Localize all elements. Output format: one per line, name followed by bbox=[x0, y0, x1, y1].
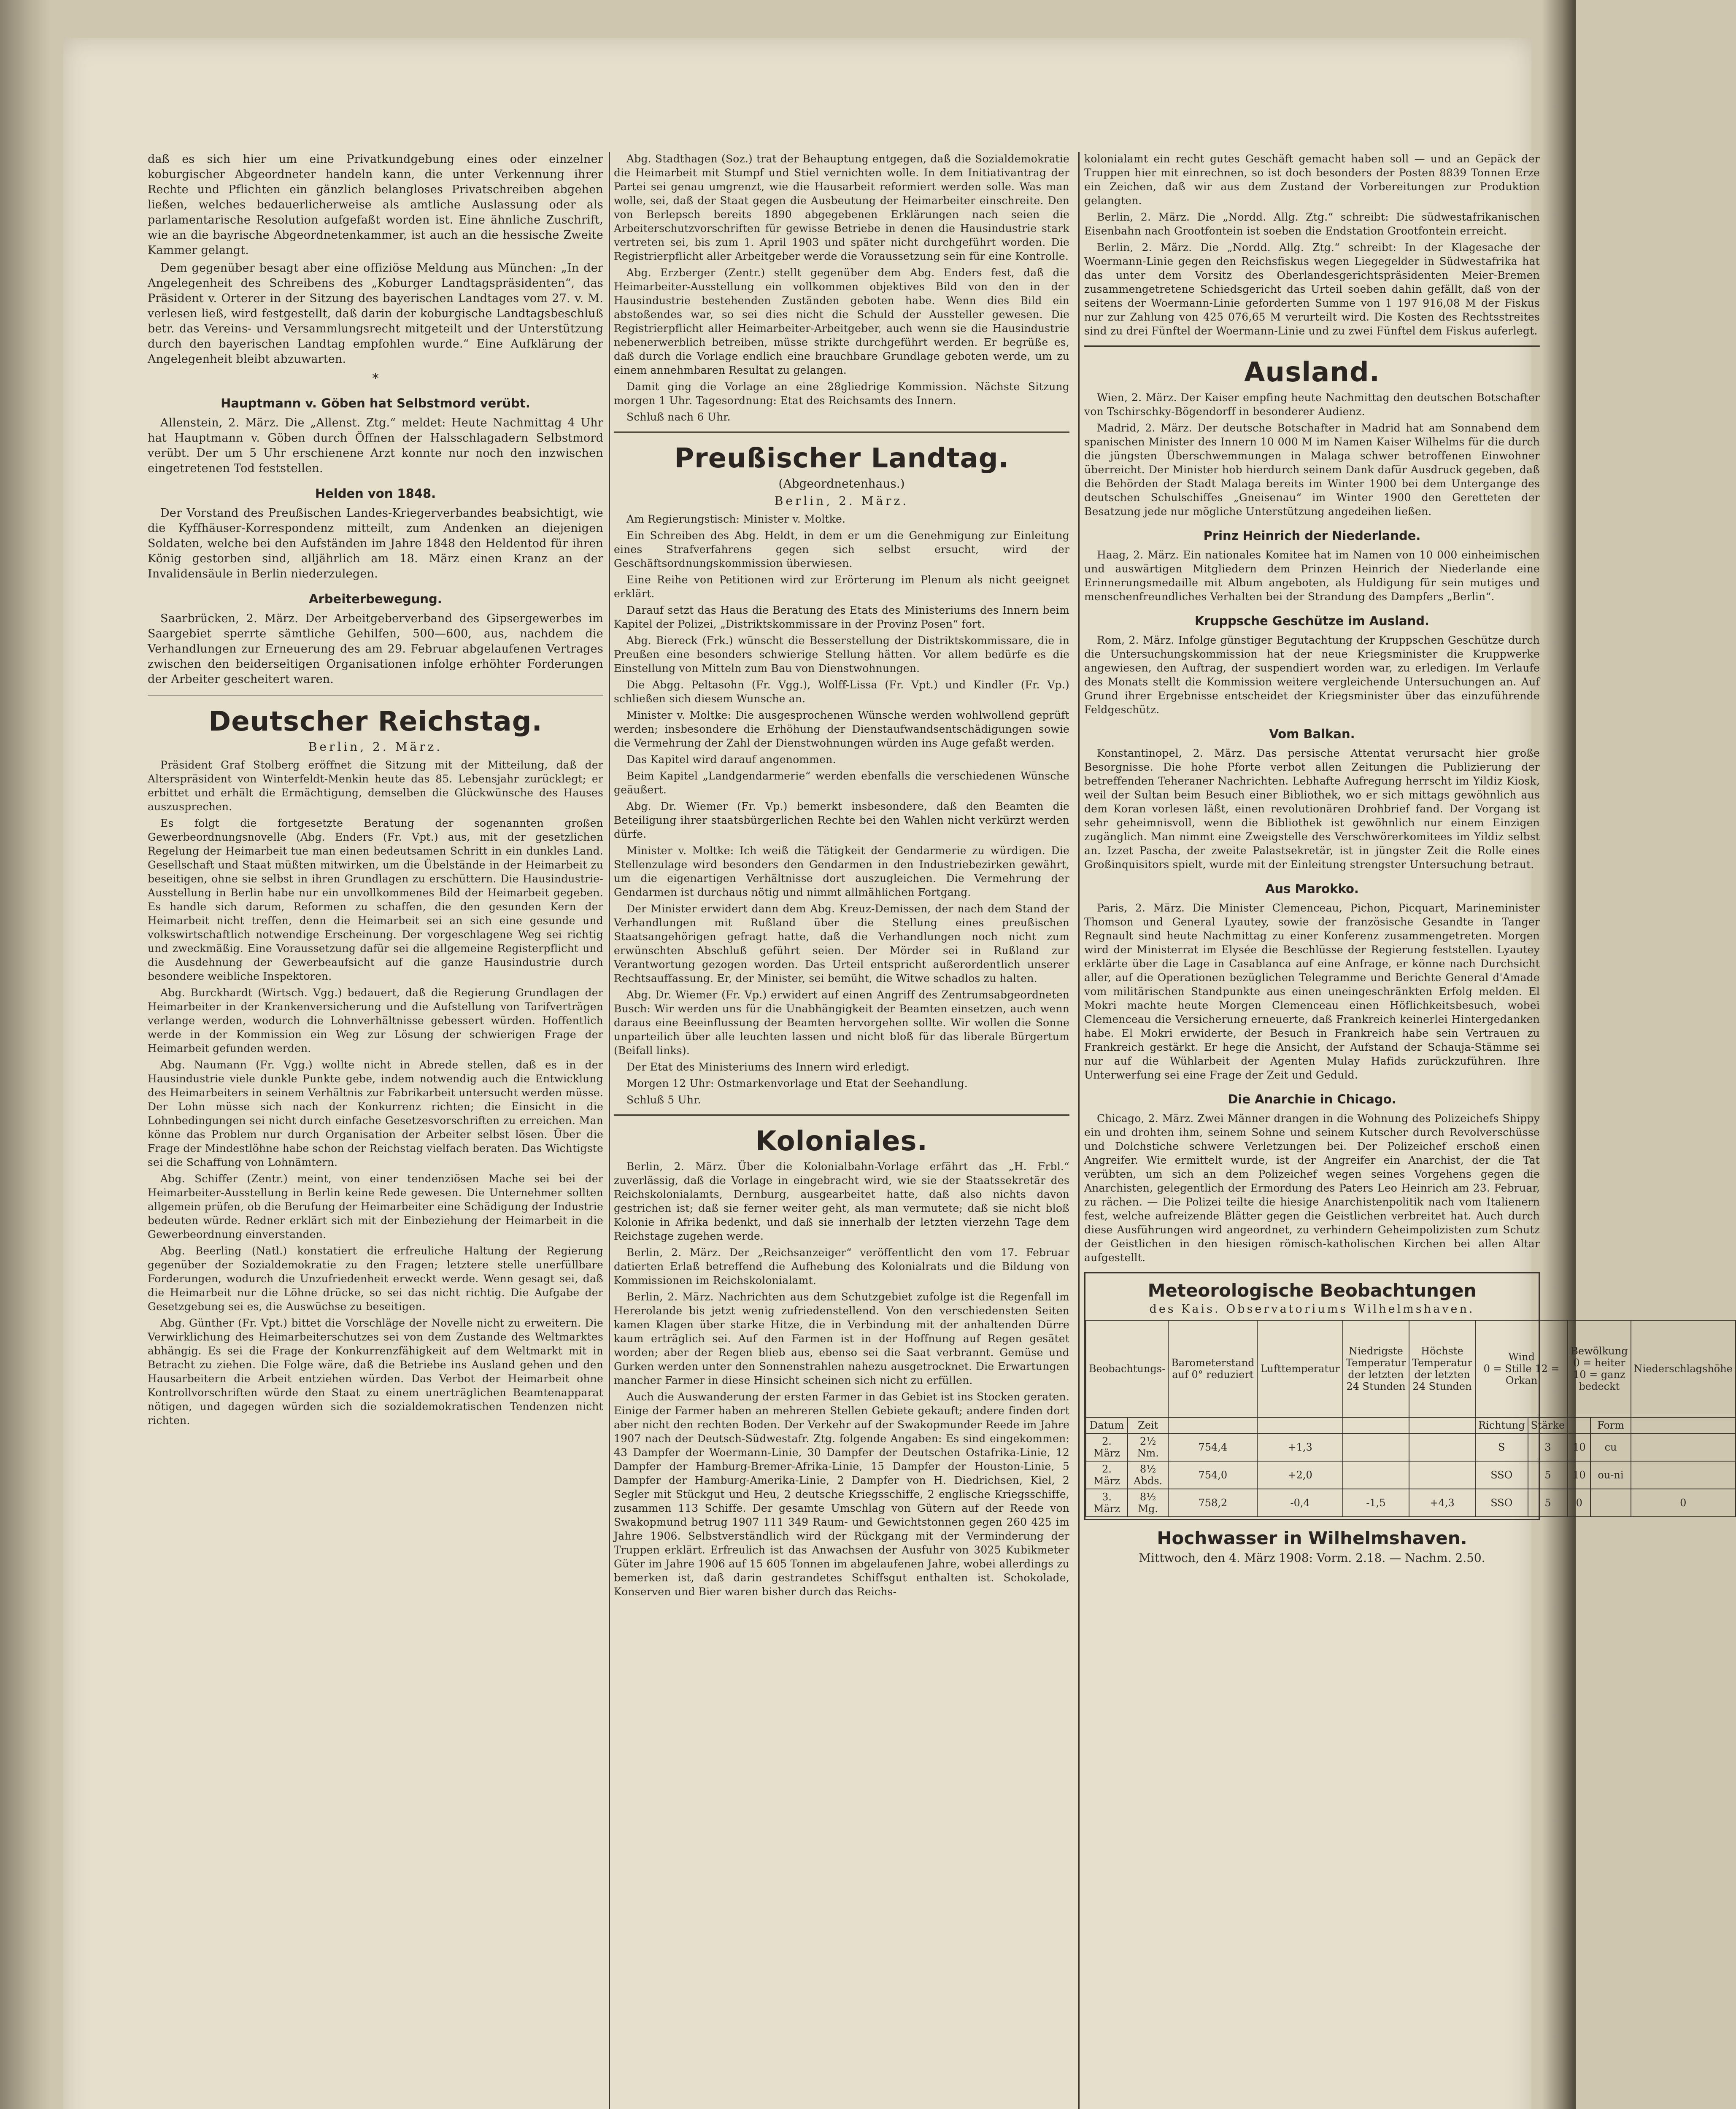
cell-zeit: 8½ Abds. bbox=[1128, 1461, 1168, 1489]
cell-nied: 0 bbox=[1631, 1489, 1736, 1517]
section-rule bbox=[1084, 345, 1540, 348]
weather-col-richtung: Richtung bbox=[1475, 1417, 1528, 1433]
weather-col-staerke: Stärke bbox=[1528, 1417, 1568, 1433]
paragraph: Berlin, 2. März. Über die Kolonialbahn-Vorlage erfährt das „H. Frbl.“ zuverlässig, daß die Vorlage in eingebracht wird, wie sie der Staatssekretär des Reichskolonialamts, Dernburg, ausgearbeitet hatte, daß also nichts davon gestrichen ist; daß sie ferner weiter geht, als man vermutete; daß sie nicht bloß Kolonie in Afrika bedenkt, und daß sie innerhalb der letzten vierzehn Tage dem Reichstage zugehen werde. bbox=[614, 1160, 1069, 1242]
cell-tmin: -1,5 bbox=[1343, 1489, 1409, 1517]
section-rule bbox=[148, 695, 603, 698]
table-row bbox=[1086, 1489, 1736, 1517]
section-heading: Prinz Heinrich der Niederlande. bbox=[1203, 529, 1421, 543]
cell-tmin bbox=[1343, 1433, 1409, 1461]
weather-header-beobachtung: Beobachtungs- bbox=[1086, 1320, 1168, 1417]
paragraph: Berlin, 2. März. Nachrichten aus dem Schutzgebiet zufolge ist die Regenfall im Hererolande bis jetzt wenig zufriedenstellend. Von den verschiedensten Seiten kamen Klagen über starke Hitze, die in Verbindung mit der anhaltenden Dürre kaum erträglich sei. Auf den Farmen ist in der Hoffnung auf Regen gesätet worden; aber der Regen blieb aus, ebenso sei die Saat verbrannt. Gemüse und Gurken werden unter den Sonnenstrahlen nahezu ausgetrocknet. Die Erwartungen mancher Farmer in diese Hinsicht scheinen sich nicht zu erfüllen. bbox=[614, 1291, 1069, 1386]
paragraph: Abg. Beerling (Natl.) konstatiert die erfreuliche Haltung der Regierung gegenüber der Sozialdemokratie zu den Fragen; letztere stelle unerfüllbare Forderungen, wodurch die Unzufriedenheit erweckt werde. Wenn gesagt sei, daß die Heimarbeit nur die Löhne drücke, so sei das nicht richtig. Die Aufgabe der Gesetzgebung sei es, die Auswüchse zu beseitigen. bbox=[148, 1245, 603, 1313]
paragraph: Das Kapitel wird darauf angenommen. bbox=[626, 753, 836, 766]
paragraph: Am Regierungstisch: Minister v. Moltke. bbox=[626, 513, 846, 525]
paragraph: Abg. Günther (Fr. Vpt.) bittet die Vorschläge der Novelle nicht zu erweitern. Die Verwirklichung des Heimarbeiterschutzes sei von dem Zustande des Weltmarktes abhängig. Es sei die Frage der Konkurrenzfähigkeit auf dem Weltmarkt mit in Betracht zu ziehen. Die Folge wäre, daß die Betriebe ins Ausland gehen und den Hausarbeitern die Arbeit entziehen würden. Das Verbot der Heimarbeit ohne Kontrollvorschriften würde den Staat zu einem unerträglichen Beamtenapparat nötigen, und dagegen würden sich die sozialdemokratischen Tendenzen nicht richten. bbox=[148, 1317, 603, 1427]
section-rule bbox=[614, 1114, 1069, 1117]
weather-wind-scale: 0 = Stille 12 = Orkan bbox=[1483, 1363, 1560, 1386]
paragraph: daß es sich hier um eine Privatkundgebung eines oder einzelner koburgischer Abgeordneter handeln kann, die unter Verkennung ihrer Rechte und Pflichten ein gänzlich belangloses Privatschreiben abgehen ließen, welches bedauerlicherweise als amtliche Auslassung oder als parlamentarische Resolution aufgefaßt worden ist. Eine ähnliche Zuschrift, wie an die bayrische Abgeordnetenkammer, ist auch an die hessische Zweite Kammer gelangt. bbox=[148, 153, 603, 257]
cell-richt: SSO bbox=[1475, 1461, 1528, 1489]
paragraph: Morgen 12 Uhr: Ostmarkenvorlage und Etat der Seehandlung. bbox=[626, 1077, 968, 1090]
weather-col-datum: Datum bbox=[1086, 1417, 1128, 1433]
scan-edge-right bbox=[1542, 0, 1576, 2109]
paragraph: Abg. Biereck (Frk.) wünscht die Besserstellung der Distriktskommissare, die in Preußen eine besonders schwierige Stellung hätten. Vor allem bedürfe es die Einstellung von Mitteln zum Bau von Dienstwohnungen. bbox=[614, 634, 1069, 674]
cell-nied bbox=[1631, 1461, 1736, 1489]
paragraph: Minister v. Moltke: Die ausgesprochenen Wünsche werden wohlwollend geprüft werden; insbesondere die Erhöhung der Dienstaufwandsentschädigungen sowie die Vermehrung der Zahl der Dienstwohnungen würden ins Auge gefaßt werden. bbox=[614, 709, 1069, 749]
column-2 bbox=[614, 152, 1069, 2109]
paragraph: Rom, 2. März. Infolge günstiger Begutachtung der Kruppschen Geschütze durch die Untersuchungskommission hat der neue Kriegsminister die Kruppwerke angewiesen, den Auftrag, der suspendiert worden war, zu erledigen. Im Verlaufe des Monats stellt die Kommission weitere vergleichende Untersuchungen an. Auf Grund ihrer Ergebnisse entscheidet der Kriegsminister über das einzuführende Feldgeschütz. bbox=[1084, 634, 1540, 716]
section-rule bbox=[614, 432, 1069, 434]
section-title-ausland: Ausland. bbox=[1244, 357, 1380, 388]
paragraph: Abg. Dr. Wiemer (Fr. Vp.) erwidert auf einen Angriff des Zentrumsabgeordneten Busch: Wir werden uns für die Unabhängigkeit der Beamten einsetzen, auch wenn daraus eine Beeinflussung der Beamten hervorgehen sollte. Wir wollen die Sonne unparteilich über alle leuchten lassen und nicht bloß für das liberale Bürgertum (Beifall links). bbox=[614, 989, 1069, 1057]
paragraph: Der Minister erwidert dann dem Abg. Kreuz-Demissen, der nach dem Stand der Verhandlungen mit Rußland über die Stellung eines preußischen Staatsangehörigen gefragt hatte, daß die Verhandlungen noch nicht zum erwünschten Abschluß geführt seien. Der Mörder sei in Rußland zur Verantwortung gezogen worden. Das Urteil entspricht außerordentlich unserer Rechtsauffassung. Er, der Minister, sei bemüht, die Witwe schadlos zu halten. bbox=[614, 903, 1069, 984]
cell-staerke: 3 bbox=[1528, 1433, 1568, 1461]
section-heading: Arbeiterbewegung. bbox=[309, 592, 442, 606]
weather-col-empty bbox=[1409, 1417, 1475, 1433]
weather-header-min: Niedrigste Temperatur der letzten 24 Stunden bbox=[1343, 1320, 1409, 1417]
paragraph: Abg. Erzberger (Zentr.) stellt gegenüber dem Abg. Enders fest, daß die Heimarbeiter-Ausstellung ein vollkommen objektives Bild von den in der Hausindustrie bestehenden Zuständen geboten habe. Wenn dies Bild ein abstoßendes war, so sei dies nicht die Schuld der Aussteller gewesen. Die Registrierpflicht aller Heimarbeiter-Arbeitgeber, auch wenn sie die Hausindustrie nebenerwerblich betreiben, müsse strikte durchgeführt werden. Er begrüße es, daß durch die Vorlage endlich eine brauchbare Grundlage geboten werde, um zu einem annehmbaren Resultat zu gelangen. bbox=[614, 267, 1069, 376]
cell-richt: SSO bbox=[1475, 1489, 1528, 1517]
tide-times: Mittwoch, den 4. März 1908: Vorm. 2.18. — Nachm. 2.50. bbox=[1139, 1551, 1485, 1565]
section-title-koloniales: Koloniales. bbox=[756, 1126, 928, 1157]
weather-col-empty bbox=[1343, 1417, 1409, 1433]
table-row bbox=[1086, 1461, 1736, 1489]
cell-temp: -0,4 bbox=[1257, 1489, 1342, 1517]
paragraph: Abg. Schiffer (Zentr.) meint, von einer tendenziösen Mache sei bei der Heimarbeiter-Ausstellung in Berlin keine Rede gewesen. Die Unternehmer sollten allgemein prüfen, ob die Berufung der Heimarbeiter eine Schädigung der Industrie bedeuten würde. Redner erklärt sich mit der Einbeziehung der Heimarbeit in die Gewerbeordnung einverstanden. bbox=[148, 1173, 603, 1241]
scan-edge-left bbox=[0, 0, 51, 2109]
weather-box bbox=[1084, 1272, 1733, 1520]
cell-baro: 758,2 bbox=[1168, 1489, 1257, 1517]
paragraph: Haag, 2. März. Ein nationales Komitee hat im Namen von 10 000 einheimischen und auswärtigen Mitgliedern dem Prinzen Heinrich der Niederlande eine Erinnerungsmedaille mit Album angeboten, als Huldigung für sein mutiges und menschenfreundliches Verhalten bei der Strandung des Dampfers „Berlin“. bbox=[1084, 549, 1540, 603]
cell-datum: 2. März bbox=[1086, 1433, 1128, 1461]
section-heading: Vom Balkan. bbox=[1269, 727, 1355, 741]
cell-nied bbox=[1631, 1433, 1736, 1461]
weather-header-temperature: Lufttemperatur bbox=[1257, 1320, 1342, 1417]
newspaper-page bbox=[63, 38, 1733, 2109]
paragraph: Die Abgg. Peltasohn (Fr. Vgg.), Wolff-Lissa (Fr. Vpt.) und Kindler (Fr. Vp.) schließen sich diesem Wunsche an. bbox=[614, 679, 1069, 705]
cell-datum: 3. März bbox=[1086, 1489, 1128, 1517]
weather-header-precip: Niederschlagshöhe bbox=[1631, 1320, 1736, 1417]
cell-bew: 10 bbox=[1568, 1433, 1590, 1461]
section-heading: Aus Marokko. bbox=[1265, 882, 1359, 896]
weather-col-form: Form bbox=[1590, 1417, 1631, 1433]
paragraph: Abg. Naumann (Fr. Vgg.) wollte nicht in Abrede stellen, daß es in der Hausindustrie viele dunkle Punkte gebe, indem notwendig auch die Entwicklung des Heimarbeiters in seinem Verhältnis zur Fabrikarbeit untersucht werden müsse. Der Lohn müsse sich nach der Konkurrenz richten; die Einsicht in die Lohnbedingungen sei nicht durch einfache Gesetzesvorschriften zu erreichen. Man könne das Problem nur durch Organisation der Arbeiter selbst lösen. Über die Frage der Mindestlöhne habe schon der Reichstag vielfach beraten. Das Wichtigste sei die Schaffung von Lohnämtern. bbox=[148, 1059, 603, 1168]
paragraph: Berlin, 2. März. Die „Nordd. Allg. Ztg.“ schreibt: Die südwestafrikanischen Eisenbahn nach Grootfontein ist soeben die Endstation Grootfontein erreicht. bbox=[1084, 211, 1540, 237]
section-heading: Hauptmann v. Göben hat Selbstmord verübt. bbox=[221, 396, 530, 410]
paragraph: Beim Kapitel „Landgendarmerie“ werden ebenfalls die verschiedenen Wünsche geäußert. bbox=[614, 770, 1069, 796]
weather-col-empty bbox=[1168, 1417, 1257, 1433]
dateline: Berlin, 2. März. bbox=[774, 494, 909, 508]
paragraph: Ein Schreiben des Abg. Heldt, in dem er um die Genehmigung zur Einleitung eines Strafverfahrens gegen sich selbst ersucht, wird der Geschäftsordnungskommission überwiesen. bbox=[614, 529, 1069, 569]
table-row bbox=[1086, 1433, 1736, 1461]
section-subtitle: (Abgeordnetenhaus.) bbox=[778, 477, 905, 491]
paragraph: Allenstein, 2. März. Die „Allenst. Ztg.“ meldet: Heute Nachmittag 4 Uhr hat Hauptmann v. Göben durch Öffnen der Halsschlagadern Selbstmord verübt. Der um 5 Uhr erschienene Arzt konnte nur noch den inzwischen eingetretenen Tod feststellen. bbox=[148, 416, 603, 475]
cell-zeit: 8½ Mg. bbox=[1128, 1489, 1168, 1517]
section-heading: Helden von 1848. bbox=[315, 486, 436, 501]
paragraph: Abg. Burckhardt (Wirtsch. Vgg.) bedauert, daß die Regierung Grundlagen der Heimarbeiter in der Krankenversicherung und die Aufstellung von Tarifverträgen verlange werden, wodurch die Lohnverhältnisse gebessert würden. Hoffentlich werde in der Kommission ein Weg zur Lösung der schwierigen Frage der Heimarbeit gefunden werden. bbox=[148, 987, 603, 1054]
paragraph: Eine Reihe von Petitionen wird zur Erörterung im Plenum als nicht geeignet erklärt. bbox=[614, 574, 1069, 600]
paragraph: Paris, 2. März. Die Minister Clemenceau, Pichon, Picquart, Marineminister Thomson und General Lyautey, sowie der französische Gesandte in Tanger Regnault sind heute Nachmittag zu einer Konferenz zusammengetreten. Morgen wird der Ministerrat im Elysée die Beschlüsse der Regierung feststellen. Lyautey erklärte über die Lage in Casablanca auf eine Anfrage, er könne nach Durchsicht aller, auf die Operationen bezüglichen Telegramme und Berichte General d'Amade vom militärischen Standpunkte aus einen uneingeschränkten Erfolg melden. El Mokri machte heute Morgen Clemenceau einen Höflichkeitsbesuch, wobei Clemenceau die Versicherung erneuerte, daß Frankreich keinerlei Hintergedanken habe. El Mokri erwiderte, der Besuch in Frankreich habe sein Vertrauen zu Frankreich gestärkt. Er hege die Ansicht, der Aufstand der Schauja-Stämme sei nur auf die Wühlarbeit der Agenten Mulay Hafids zurückzuführen. Ihre Unterwerfung sei eine Frage der Zeit und Geduld. bbox=[1084, 902, 1540, 1081]
cell-staerke: 5 bbox=[1528, 1461, 1568, 1489]
weather-subtitle: des Kais. Observatoriums Wilhelmshaven. bbox=[1149, 1303, 1475, 1316]
cell-zeit: 2½ Nm. bbox=[1128, 1433, 1168, 1461]
paragraph: Auch die Auswanderung der ersten Farmer in das Gebiet ist ins Stocken geraten. Einige der Farmer haben an mehreren Stellen Gebiete gekauft; andere finden dort aber nicht den rechten Boden. Der Verkehr auf der Swakopmunder Reede im Jahre 1907 nach der Deutsch-Südwestafr. Ztg. folgende Angaben: Es sind eingekommen: 43 Dampfer der Woermann-Linie, 30 Dampfer der Deutschen Ostafrika-Linie, 12 Dampfer der Hamburg-Bremer-Afrika-Linie, 15 Dampfer der Houston-Linie, 5 Dampfer der Hamburg-Amerika-Linie, 2 Dampfer von H. Diedrichsen, Kiel, 2 Segler mit Stückgut und Heu, 2 deutsche Kriegsschiffe, 2 englische Kriegsschiffe, zusammen 113 Schiffe. Der gesamte Umschlag von Gütern auf der Reede von Swakopmund betrug 1907 111 349 Raum- und Gewichtstonnen gegen 260 425 im Jahre 1906. Selbstverständlich wird der Rückgang mit der Verminderung der Truppen erklärt. Erfreulich ist das Anwachsen der Ausfuhr von 3025 Kubikmeter Güter im Jahre 1906 auf 15 605 Tonnen im abgelaufenen Jahre, wobei allerdings zu bemerken ist, daß darin gestrandetes Schiffsgut enthalten ist. Schokolade, Konserven und Bier waren bisher durch das Reichs- bbox=[614, 1391, 1069, 1598]
cell-form: ou-ni bbox=[1590, 1461, 1631, 1489]
weather-header-wind bbox=[1475, 1320, 1568, 1417]
paragraph: kolonialamt ein recht gutes Geschäft gemacht haben soll — und an Gepäck der Truppen hier mit einrechnen, so ist doch besonders der Posten 8839 Tonnen Erze ein Zeichen, daß wir aus dem Zustand der Vorbereitungen zur Produktion gelangten. bbox=[1084, 153, 1540, 207]
paragraph: Es folgt die fortgesetzte Beratung der sogenannten großen Gewerbeordnungsnovelle (Abg. Enders (Fr. Vpt.) aus, mit der gesetzlichen Regelung der Heimarbeit tue man einen bedeutsamen Schritt in ein dunkles Land. Gesellschaft und Staat müßten mitwirken, um die Übelstände in der Heimarbeit zu beseitigen, ohne sie selbst in ihren Grundlagen zu erschüttern. Die Hausindustrie-Ausstellung in Berlin habe nur ein unvollkommenes Bild der Heimarbeit gegeben. Es handle sich darum, Reformen zu schaffen, die den gesunden Kern der Heimarbeit nicht treffen, denn die Heimarbeit sei an sich eine gesunde und volkswirtschaftlich notwendige Erscheinung. Der vorgeschlagene Weg sei richtig und zweckmäßig. Eine Voraussetzung dafür sei die allgemeine Registerpflicht und die Ausdehnung der Gewerbeaufsicht auf die ganze Hausindustrie durch besondere weibliche Inspektoren. bbox=[148, 817, 603, 982]
section-heading: Kruppsche Geschütze im Ausland. bbox=[1194, 614, 1430, 628]
cell-baro: 754,0 bbox=[1168, 1461, 1257, 1489]
paragraph: Saarbrücken, 2. März. Der Arbeitgeberverband des Gipsergewerbes im Saargebiet sperrte sämtliche Gehilfen, 500—600, aus, nachdem die Verhandlungen zur Erneuerung des am 29. Februar abgelaufenen Vertrages zwischen den beiderseitigen Organisationen infolge erhöhter Forderungen der Arbeiter gescheitert waren. bbox=[148, 612, 603, 686]
column-rule-1 bbox=[609, 152, 610, 2109]
paragraph: Berlin, 2. März. Die „Nordd. Allg. Ztg.“ schreibt: In der Klagesache der Woermann-Linie gegen den Reichsfiskus wegen Liegegelder in Südwestafrika hat das unter dem Vorsitz des Oberlandesgerichtspräsidenten Meier-Bremen zusammengetretene Schiedsgericht das Urteil soeben dahin gefällt, daß von der seitens der Woermann-Linie geforderten Summe von 1 197 916,08 M der Fiskus nur zur Zahlung von 425 076,65 M verurteilt wird. Die Kosten des Rechtsstreites sind zu drei Fünftel der Woermann-Linie und zu zwei Fünftel dem Fiskus auferlegt. bbox=[1084, 241, 1540, 337]
paragraph: Minister v. Moltke: Ich weiß die Tätigkeit der Gendarmerie zu würdigen. Die Stellenzulage wird besonders den Gendarmen in den Industriebezirken gewährt, um die eigenartigen Verhältnisse dort auszugleichen. Die Vermehrung der Gendarmen ist durchaus nötig und nimmt allmählichen Fortgang. bbox=[614, 844, 1069, 898]
cell-tmax: +4,3 bbox=[1409, 1489, 1475, 1517]
cell-datum: 2. März bbox=[1086, 1461, 1128, 1489]
paragraph: Konstantinopel, 2. März. Das persische Attentat verursacht hier große Besorgnisse. Die hohe Pforte verbot allen Zeitungen die Publizierung der betreffenden Teheraner Nachrichten. Lebhafte Aufregung herrscht im Yildiz Kiosk, weil der Sultan beim Besuch einer Bibliothek, wo er sich mittags gewöhnlich aus dem Koran vorlesen läßt, einen revolutionären Drohbrief fand. Der Vorgang ist sehr geheimnisvoll, wenn die Bibliothek ist gewöhnlich nur einem Einzigen zugänglich. Man nimmt eine Zweigstelle des Verschwörerkomitees im Yildiz selbst an. Izzet Pascha, der zweite Palastsekretär, ist in jüngster Zeit die Rolle eines Großinquisitors spielt, wurde mit der Einleitung strengster Untersuchung betraut. bbox=[1084, 747, 1540, 871]
weather-header-clouds: Bewölkung 0 = heiter 10 = ganz bedeckt bbox=[1568, 1320, 1631, 1417]
weather-col-empty bbox=[1631, 1417, 1736, 1433]
column-3 bbox=[1084, 152, 1733, 2109]
paragraph: Schluß 5 Uhr. bbox=[626, 1094, 701, 1106]
paragraph: Schluß nach 6 Uhr. bbox=[626, 411, 731, 423]
section-title-reichstag: Deutscher Reichstag. bbox=[208, 706, 543, 737]
weather-wind-label: Wind bbox=[1508, 1351, 1535, 1363]
weather-table bbox=[1085, 1320, 1736, 1517]
paragraph: Darauf setzt das Haus die Beratung des Etats des Ministeriums des Innern beim Kapitel der Polizei, „Distriktskommissare in der Provinz Posen“ fort. bbox=[614, 604, 1069, 630]
paragraph: Berlin, 2. März. Der „Reichsanzeiger“ veröffentlicht den vom 17. Februar datierten Erlaß betreffend die Aufhebung des Kolonialrats und die Bildung von Kommissionen im Reichskolonialamt. bbox=[614, 1246, 1069, 1286]
cell-baro: 754,4 bbox=[1168, 1433, 1257, 1461]
weather-header-max: Höchste Temperatur der letzten 24 Stunden bbox=[1409, 1320, 1475, 1417]
cell-staerke: 5 bbox=[1528, 1489, 1568, 1517]
column-rule-2 bbox=[1078, 152, 1080, 2109]
paragraph: Madrid, 2. März. Der deutsche Botschafter in Madrid hat am Sonnabend dem spanischen Minister des Innern 10 000 M im Namen Kaiser Wilhelms für die durch die jüngsten Überschwemmungen in Malaga schwer betroffenen Einwohner überreicht. Der Minister hob hierdurch seinem Dank dafür Ausdruck gegeben, daß die Behörden der Stadt Malaga bereits im Winter 1900 bei dem Untergange des deutschen Schulschiffes „Gneisenau“ im Winter 1900 den Geretteten der Besatzung jede nur mögliche Unterstützung angedeihen ließen. bbox=[1084, 422, 1540, 518]
weather-title: Meteorologische Beobachtungen bbox=[1147, 1280, 1477, 1301]
cell-temp: +1,3 bbox=[1257, 1433, 1342, 1461]
cell-bew: 0 bbox=[1568, 1489, 1590, 1517]
column-1 bbox=[148, 152, 603, 2109]
weather-col-empty bbox=[1257, 1417, 1342, 1433]
cell-form: cu bbox=[1590, 1433, 1631, 1461]
section-heading: Die Anarchie in Chicago. bbox=[1228, 1092, 1396, 1106]
cell-tmax bbox=[1409, 1433, 1475, 1461]
star-separator: * bbox=[372, 371, 379, 386]
paragraph: Damit ging die Vorlage an eine 28gliedrige Kommission. Nächste Sitzung morgen 1 Uhr. Tagesordnung: Etat des Reichsamts des Innern. bbox=[614, 380, 1069, 407]
paragraph: Wien, 2. März. Der Kaiser empfing heute Nachmittag den deutschen Botschafter von Tschirschky-Bögendorff in besonderer Audienz. bbox=[1084, 391, 1540, 418]
paragraph: Der Etat des Ministeriums des Innern wird erledigt. bbox=[626, 1061, 910, 1073]
cell-temp: +2,0 bbox=[1257, 1461, 1342, 1489]
paragraph: Der Vorstand des Preußischen Landes-Kriegerverbandes beabsichtigt, wie die Kyffhäuser-Korrespondenz mitteilt, zum Andenken an diejenigen Soldaten, welche bei den Aufständen im Jahre 1848 den Heldentod für ihren König gestorben sind, alljährlich am 18. März einen Kranz an der Invalidensäule in Berlin niederzulegen. bbox=[148, 507, 603, 580]
cell-richt: S bbox=[1475, 1433, 1528, 1461]
weather-header-barometer: Barometerstand auf 0° reduziert bbox=[1168, 1320, 1257, 1417]
cell-form bbox=[1590, 1489, 1631, 1517]
cell-bew: 10 bbox=[1568, 1461, 1590, 1489]
paragraph: Chicago, 2. März. Zwei Männer drangen in die Wohnung des Polizeichefs Shippy ein und drohten ihm, seinem Sohne und seinem Kutscher durch Revolverschüsse und Dolchstiche schwere Verletzungen bei. Der Polizeichef erschoß einen Angreifer. Wie ermittelt wurde, ist der Angreifer ein Anarchist, der die Tat verübten, um sich an dem Polizeichef wegen seines Vorgehens gegen die Anarchisten, gelegentlich der Ermordung des Paters Leo Heinrich am 23. Februar, zu rächen. — Die Polizei teilte die hiesige Anarchistenpolitik nach vom Italienern fest, welche aufreizende Blätter gegen die Geistlichen verbreitet hat. Auch durch diese Ausführungen wird angeordnet, zu verhindern Geheimpolizisten zum Schutz der Geistlichen in den hiesigen römisch-katholischen Kirchen bei allen Altar aufgestellt. bbox=[1084, 1112, 1540, 1264]
cell-tmin bbox=[1343, 1461, 1409, 1489]
section-title-landtag: Preußischer Landtag. bbox=[674, 443, 1009, 474]
dateline: Berlin, 2. März. bbox=[308, 740, 443, 754]
paragraph: Abg. Stadthagen (Soz.) trat der Behauptung entgegen, daß die Sozialdemokratie die Heimarbeit mit Stumpf und Stiel vernichten wolle. In dem Initiativantrag der Partei sei genau umgrenzt, wie die Hausarbeit reformiert werden solle. Was man wolle, sei, daß der Staat gegen die Ausbeutung der Heimarbeiter einschreite. Den von Berlepsch bereits 1890 abgegebenen Erklärungen nach seien die Arbeiterschutzvorschriften für gewisse Betriebe in denen die Hausindustrie stark vertreten sei, bis zum 1. April 1903 und später nicht durchgeführt worden. Die Registrierpflicht aller Arbeitgeber werde die Voraussetzung sein für eine Kontrolle. bbox=[614, 153, 1069, 262]
tide-title: Hochwasser in Wilhelmshaven. bbox=[1157, 1528, 1467, 1548]
paragraph: Präsident Graf Stolberg eröffnet die Sitzung mit der Mitteilung, daß der Alterspräsident von Winterfeldt-Menkin heute das 85. Lebensjahr zurücklegt; er erbittet und erhält die Ermächtigung, demselben die Glückwünsche des Hauses auszusprechen. bbox=[148, 759, 603, 813]
paragraph: Abg. Dr. Wiemer (Fr. Vp.) bemerkt insbesondere, daß den Beamten die Beteiligung ihrer staatsbürgerlichen Rechte bei den Wahlen nicht verkürzt werden dürfe. bbox=[614, 800, 1069, 840]
weather-col-empty bbox=[1568, 1417, 1590, 1433]
weather-col-zeit: Zeit bbox=[1128, 1417, 1168, 1433]
paragraph: Dem gegenüber besagt aber eine offiziöse Meldung aus München: „In der Angelegenheit des Schreibens des „Koburger Landtagspräsidenten“, das Präsident v. Orterer in der Sitzung des bayerischen Landtages vom 27. v. M. verlesen ließ, wird festgestellt, daß darin der koburgische Landtagsbeschluß betr. das Vereins- und Versammlungsrecht mitgeteilt und der Unterstützung durch den bayerischen Landtag empfohlen wurde.“ Eine Aufklärung der Angelegenheit bleibt abzuwarten. bbox=[148, 262, 603, 366]
cell-tmax bbox=[1409, 1461, 1475, 1489]
